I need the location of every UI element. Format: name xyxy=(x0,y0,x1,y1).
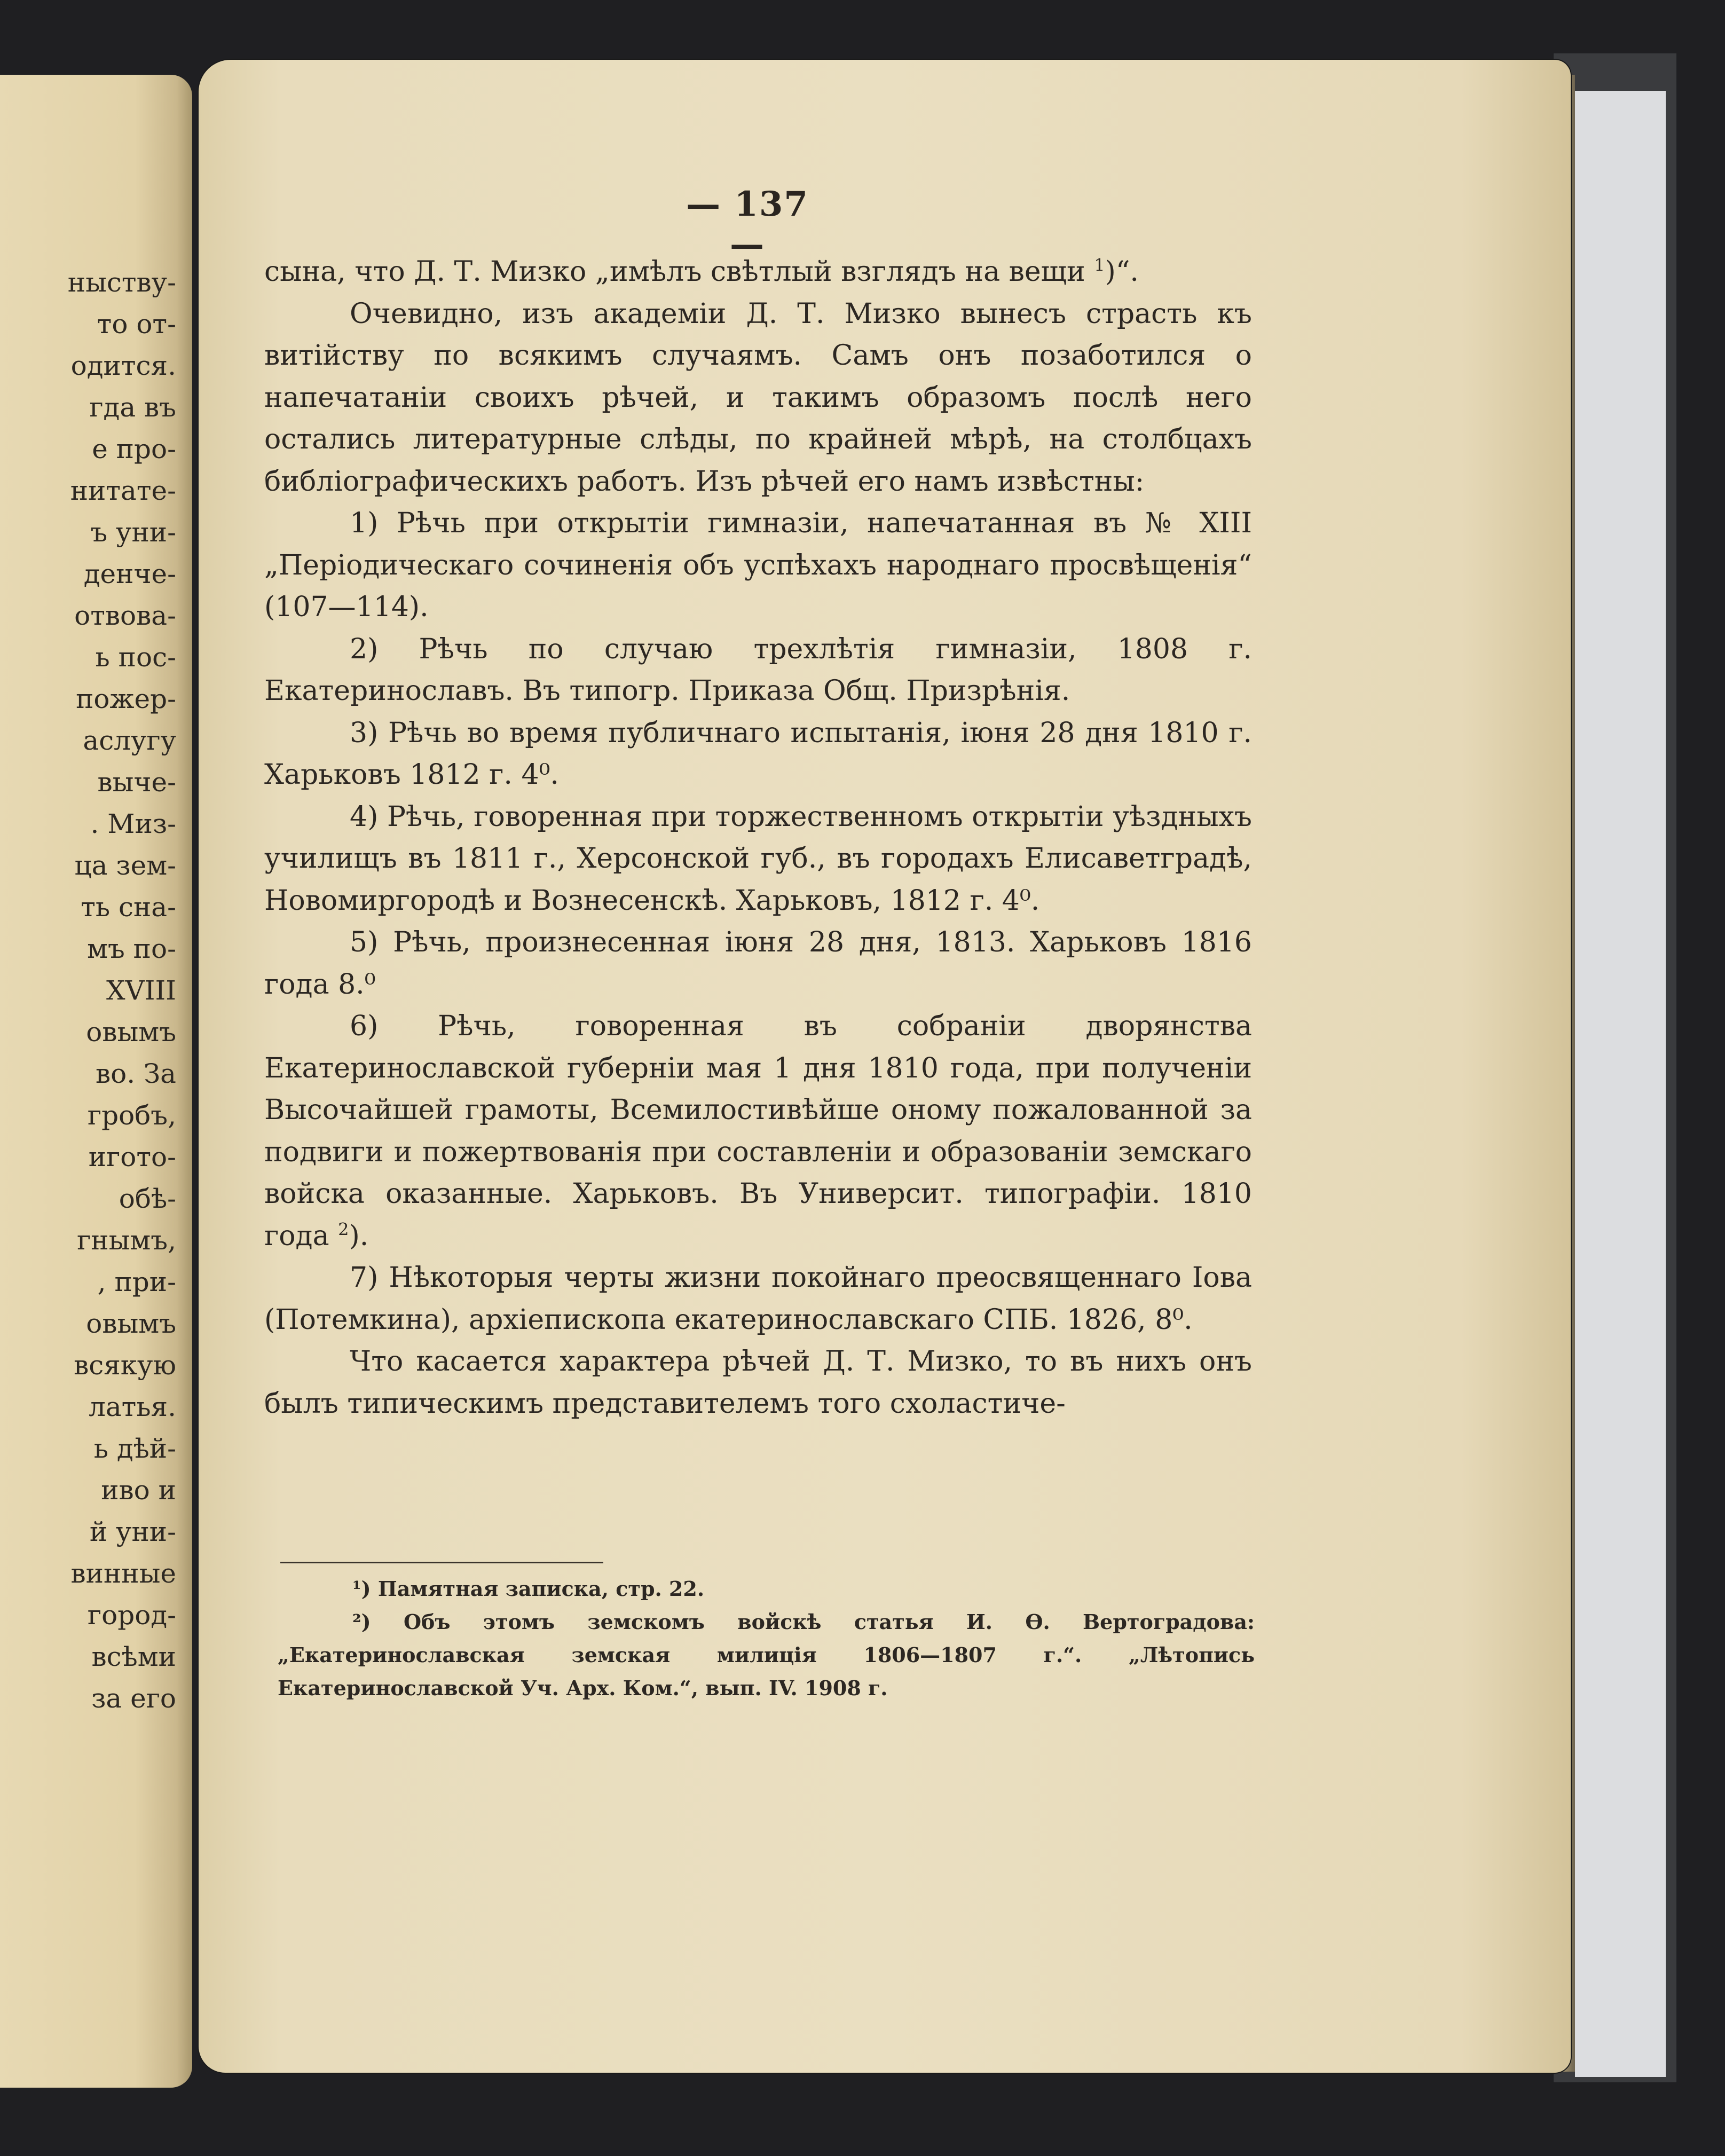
left-page-line: одится. xyxy=(70,350,176,381)
list-item: 1) Рѣчь при открытіи гимназіи, напечатанная въ № XIII „Періодическаго сочиненія объ успѣхахъ народнаго просвѣщенія“ (107—114). xyxy=(264,507,1252,623)
left-page-line: гда въ xyxy=(89,392,176,423)
list-item: 7) Нѣкоторыя черты жизни покойнаго преосвященнаго Іова (Потемкина), архіепископа екатеринославскаго СПБ. 1826, 8⁰. xyxy=(264,1262,1252,1336)
left-page-line: й уни- xyxy=(89,1516,176,1547)
background-card xyxy=(1575,91,1666,2077)
left-page-line: ь пос- xyxy=(95,642,176,673)
left-page-line: ца зем- xyxy=(74,850,176,881)
paragraph-continuation: сына, что Д. Т. Мизко „имѣлъ свѣтлый взглядъ на вещи $^1$)“. xyxy=(264,255,1139,288)
left-page-line: пожер- xyxy=(76,683,176,714)
left-page-line: нитате- xyxy=(70,475,176,506)
left-page-line: иво и xyxy=(101,1475,176,1506)
left-page-line: денче- xyxy=(83,558,176,589)
left-page-line: всѣми xyxy=(91,1641,176,1672)
list-item: 3) Рѣчь во время публичнаго испытанія, іюня 28 дня 1810 г. Харьковъ 1812 г. 4⁰. xyxy=(264,717,1252,791)
left-page-line: ь дѣй- xyxy=(93,1433,176,1464)
list-item: 5) Рѣчь, произнесенная іюня 28 дня, 1813. Харьковъ 1816 года 8.⁰ xyxy=(264,926,1252,1001)
left-page-line: , при- xyxy=(97,1266,176,1297)
left-page-line: за его xyxy=(91,1683,176,1714)
left-page-line: винные xyxy=(70,1558,176,1589)
left-page-line: отвова- xyxy=(74,600,176,631)
left-page-line: город- xyxy=(87,1600,176,1631)
left-page-line: овымъ xyxy=(86,1308,176,1339)
left-page-line: обѣ- xyxy=(119,1183,176,1214)
left-page-line: латья. xyxy=(89,1391,176,1422)
left-page-line: иготo- xyxy=(88,1142,176,1173)
list-item: 4) Рѣчь, говоренная при торжественномъ открытіи уѣздныхъ училищъ въ 1811 г., Херсонской губ., въ городахъ Елисаветградѣ, Новомиргородѣ и Вознесенскѣ. Харьковъ, 1812 г. 4⁰. xyxy=(264,800,1252,917)
left-page-line: всякую xyxy=(74,1350,176,1381)
left-page-line: ъ уни- xyxy=(90,517,176,548)
left-page-line: выче- xyxy=(97,767,176,798)
footnote-divider xyxy=(280,1562,603,1563)
left-page-line: е про- xyxy=(92,434,176,465)
paragraph: Что касается характера рѣчей Д. Т. Мизко, то въ нихъ онъ былъ типическимъ представителемъ того схоластиче- xyxy=(264,1345,1252,1420)
list-item: 2) Рѣчь по случаю трехлѣтія гимназіи, 1808 г. Екатеринославъ. Въ типогр. Приказа Общ. Призрѣнія. xyxy=(264,633,1252,707)
left-page-line: гробъ, xyxy=(87,1100,176,1131)
left-page-line: ть сна- xyxy=(81,892,176,923)
left-page-text xyxy=(0,262,176,1719)
left-page-line: XVIII xyxy=(106,975,176,1006)
left-page xyxy=(0,75,192,2088)
footnote-1: ¹) Памятная записка, стр. 22. xyxy=(352,1577,705,1601)
left-page-line: ныству- xyxy=(67,267,176,298)
paragraph: Очевидно, изъ академіи Д. Т. Мизко вынесъ страсть къ витійству по всякимъ случаямъ. Самъ онъ позаботился о напечатаніи своихъ рѣчей, и такимъ образомъ послѣ него остались литературные слѣды, по крайней мѣрѣ, на столбцахъ библіографическихъ работъ. Изъ рѣчей его намъ извѣстны: xyxy=(264,297,1252,498)
left-page-line: аслугу xyxy=(83,725,176,756)
footnotes xyxy=(278,1572,1255,1705)
left-page-line: во. За xyxy=(95,1058,176,1089)
left-page-line: овымъ xyxy=(86,1017,176,1048)
left-page-line: мъ по- xyxy=(87,933,176,964)
left-page-line: гнымъ, xyxy=(77,1225,176,1256)
body-text xyxy=(264,251,1252,1425)
footnote-2: ²) Объ этомъ земскомъ войскѣ статья И. Ѳ. Вертоградова: „Екатеринославская земская милиція 1806—1807 г.“. „Лѣтопись Екатеринославской Уч. Арх. Ком.“, вып. IV. 1908 г. xyxy=(278,1610,1255,1700)
page-number: — 137 — xyxy=(686,184,809,264)
footnote-ref-1: 1 xyxy=(1094,255,1105,276)
left-page-line: то от- xyxy=(97,309,176,340)
left-page-line: . Миз- xyxy=(90,808,176,839)
list-item: 6) Рѣчь, говоренная въ собраніи дворянства Екатеринославской губерніи мая 1 дня 1810 года, при полученіи Высочайшей грамоты, Всемилостивѣйше оному пожалованной за подвиги и пожертвованія при составленіи и образованіи земскаго войска оказанные. Харьковъ. Въ Университ. типографіи. 1810 года $^2$). xyxy=(264,1010,1252,1252)
footnote-ref-2: 2 xyxy=(338,1219,349,1240)
